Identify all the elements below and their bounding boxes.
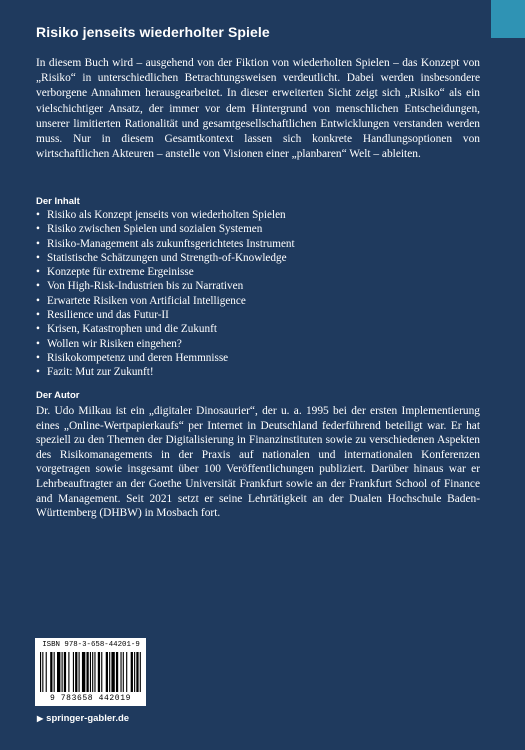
contents-list <box>36 208 295 380</box>
contents-item-label: Krisen, Katastrophen und die Zukunft <box>47 323 217 336</box>
intro-text <box>36 56 480 162</box>
bullet-icon: • <box>36 209 40 221</box>
bullet-icon: • <box>36 309 40 322</box>
contents-item <box>36 265 295 279</box>
author-heading: Der Autor <box>36 390 80 401</box>
contents-item-label: Statistische Schätzungen und Strength-of-Knowledge <box>47 251 287 264</box>
bullet-icon: • <box>36 237 40 250</box>
bullet-icon: • <box>36 366 40 379</box>
contents-item <box>36 322 295 336</box>
contents-item-label: Risikokompetenz und deren Hemmnisse <box>47 351 229 364</box>
contents-item-label: Fazit: Mut zur Zukunft! <box>47 366 154 379</box>
contents-item <box>36 308 295 322</box>
contents-item-label: Resilience und das Futur-II <box>47 309 169 322</box>
bullet-icon: • <box>36 337 40 350</box>
author-bio <box>36 404 480 521</box>
contents-item <box>36 222 295 236</box>
contents-item <box>36 365 295 379</box>
bullet-icon: • <box>36 351 40 364</box>
contents-item <box>36 294 295 308</box>
accent-bar <box>491 0 525 38</box>
barcode-bars <box>40 652 142 692</box>
book-title: Risiko jenseits wiederholter Spiele <box>36 24 270 40</box>
bullet-icon: • <box>36 280 40 293</box>
bullet-icon: • <box>36 251 40 264</box>
contents-item <box>36 237 295 251</box>
publisher-url: springer-gabler.de <box>46 713 130 724</box>
bullet-icon: • <box>36 323 40 336</box>
contents-item <box>36 337 295 351</box>
author-paragraph: Dr. Udo Milkau ist ein „digitaler Dinosaurier“, der u. a. 1995 bei der ersten Implementierung eines „Online-Wertpapierkaufs“ per Internet in Deutschland federführend beteiligt war. Er hat speziell zu den Themen der Digitalisierung in Finanzinstituten sowie zu verschiedenen Aspekten des Risikomanagements in der Praxis auf nationalen und internationalen Konferenzen vorgetragen sowie insgesamt über 100 Veröffentlichungen publiziert. Darüber hinaus war er Lehrbeauftragter an der Goethe Universität Frankfurt sowie an der Frankfurt School of Finance and Management. Seit 2021 setzt er seine Lehrtätigkeit an der Dualen Hochschule Baden-Württemberg (DHBW) in Mosbach fort. <box>36 405 480 520</box>
contents-item <box>36 351 295 365</box>
bullet-icon: • <box>36 266 40 279</box>
contents-item-label: Risiko als Konzept jenseits von wiederholten Spielen <box>47 209 286 221</box>
contents-item <box>36 251 295 265</box>
contents-item <box>36 279 295 293</box>
intro-paragraph: In diesem Buch wird – ausgehend von der Fiktion von wiederholten Spielen – das Konzept von „Risiko“ in unterschiedlichen Betrachtungsweisen verdeutlicht. Dabei werden insbesondere verborgene Annahmen herausgearbeitet. In dieser erweiterten Sicht zeigt sich „Risiko“ als ein vielschichtiger Ansatz, der immer vor dem Hintergrund von menschlichen Entscheidungen, unserer limitierten Rationalität und gesamtgesellschaftlichen Entwicklungen verstanden werden muss. Nur in diesem Gesamtkontext lassen sich konkrete Handlungsoptionen von wirtschaftlichen Akteuren – anstelle von Visionen einer „planbaren“ Welt – ableiten. <box>36 57 480 161</box>
publisher-link[interactable] <box>37 713 129 724</box>
barcode-digits: 9 783658 442019 <box>49 694 131 703</box>
isbn-label: ISBN 978-3-658-44201-9 <box>42 641 140 649</box>
contents-item-label: Erwartete Risiken von Artificial Intelligence <box>47 294 246 307</box>
bullet-icon: • <box>36 223 40 236</box>
contents-heading: Der Inhalt <box>36 196 80 207</box>
arrow-right-icon: ▶ <box>37 714 44 723</box>
contents-item <box>36 208 295 222</box>
contents-item-label: Wollen wir Risiken eingehen? <box>47 337 182 350</box>
contents-item-label: Risiko-Management als zukunftsgerichtetes Instrument <box>47 237 295 250</box>
contents-item-label: Risiko zwischen Spielen und sozialen Systemen <box>47 223 263 236</box>
bullet-icon: • <box>36 294 40 307</box>
barcode <box>35 638 146 706</box>
contents-item-label: Von High-Risk-Industrien bis zu Narrativen <box>47 280 244 293</box>
contents-item-label: Konzepte für extreme Ergeinisse <box>47 266 194 279</box>
